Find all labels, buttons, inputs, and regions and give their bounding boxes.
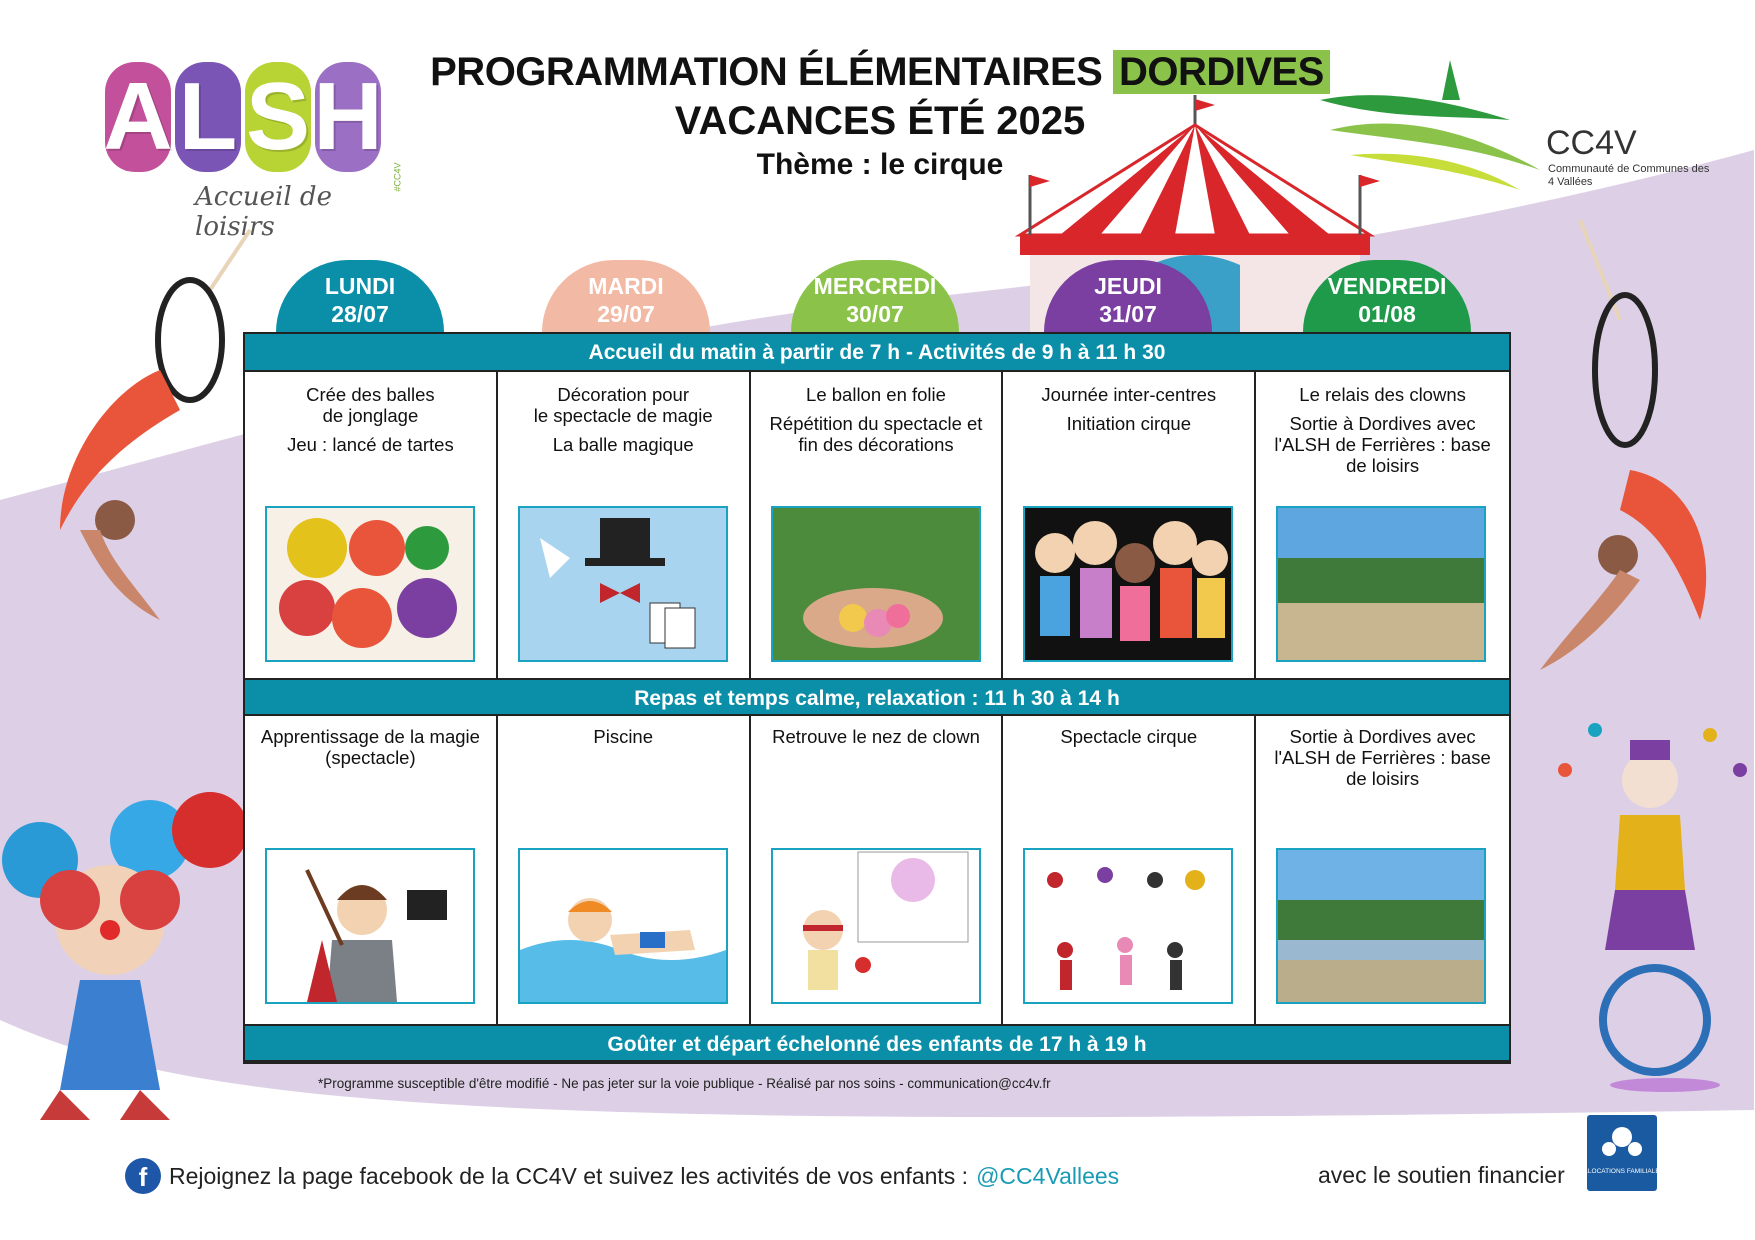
morning-cell-thursday <box>1003 372 1256 678</box>
day-name: JEUDI <box>1094 273 1162 299</box>
alsh-logo <box>103 62 405 242</box>
day-name: VENDREDI <box>1327 273 1447 299</box>
day-date: 29/07 <box>597 301 655 327</box>
activity-line-secondary: Répétition du spectacle et fin des décorations <box>769 413 983 455</box>
activity-line-secondary: Sortie à Dordives avec l'ALSH de Ferrières : base de loisirs <box>1274 413 1491 476</box>
day-date: 31/07 <box>1099 301 1157 327</box>
activity-line: Le relais des clowns <box>1299 384 1466 405</box>
activity-line: Retrouve le nez de clown <box>772 726 980 747</box>
morning-row <box>245 372 1509 678</box>
day-name: MERCREDI <box>813 273 937 299</box>
day-date: 28/07 <box>331 301 389 327</box>
cc4v-name: CC4V <box>1546 124 1637 162</box>
activity-line: Piscine <box>593 726 654 747</box>
alsh-letter-a: A <box>103 63 173 170</box>
circus-performers-image <box>1023 848 1233 1004</box>
day-date: 01/08 <box>1358 301 1416 327</box>
caf-emblem-icon <box>1579 1115 1665 1191</box>
activity-line: Journée inter-centres <box>1041 384 1217 405</box>
facebook-handle-link[interactable]: @CC4Vallees <box>976 1162 1120 1189</box>
evening-band: Goûter et départ échelonné des enfants de 17 h à 19 h <box>245 1024 1509 1062</box>
facebook-text: Rejoignez la page facebook de la CC4V et suivez les activités de vos enfants : <box>169 1162 969 1189</box>
afternoon-cell-thursday <box>1003 716 1256 1024</box>
afternoon-cell-wednesday <box>751 716 1004 1024</box>
alsh-tagline: Accueil de loisirs <box>195 182 332 242</box>
caf-label: ALLOCATIONS FAMILIALES <box>1579 1168 1665 1175</box>
schedule-table <box>243 332 1511 1064</box>
title-subtitle: VACANCES ÉTÉ 2025 <box>674 99 1086 143</box>
activity-line-secondary: Jeu : lancé de tartes <box>287 434 454 455</box>
lake-beach-image <box>1276 848 1486 1004</box>
unicycle-clown-icon <box>1545 720 1755 1100</box>
alsh-side-text: #CC4V <box>392 162 403 192</box>
facebook-icon[interactable]: f <box>125 1158 161 1194</box>
activity-line: Sortie à Dordives avec l'ALSH de Ferrières : base de loisirs <box>1274 726 1491 789</box>
activity-line-secondary: La balle magique <box>552 434 694 455</box>
clown-nose-game-image <box>771 848 981 1004</box>
disclaimer-note: *Programme susceptible d'être modifié - Ne pas jeter sur la voie publique - Réalisé par nos soins - communication@cc4v.fr <box>318 1076 1051 1091</box>
morning-cell-tuesday <box>498 372 751 678</box>
day-name: LUNDI <box>324 273 396 299</box>
morning-cell-monday <box>245 372 498 678</box>
alsh-letter-h: H <box>313 63 383 170</box>
activity-line: de jonglage <box>322 405 419 426</box>
title-highlight: DORDIVES <box>1113 50 1330 94</box>
aerialist-right-icon <box>1520 220 1750 680</box>
lake-beach-image <box>1276 506 1486 662</box>
day-date: 30/07 <box>846 301 904 327</box>
activity-line: le spectacle de magie <box>533 405 713 426</box>
activity-line: Apprentissage de la magie (spectacle) <box>260 726 480 768</box>
lunch-band: Repas et temps calme, relaxation : 11 h 30 à 14 h <box>245 678 1509 716</box>
children-group-image <box>1023 506 1233 662</box>
morning-cell-friday <box>1256 372 1509 678</box>
water-balloons-image <box>771 506 981 662</box>
activity-line: Crée des balles <box>306 384 435 405</box>
morning-band: Accueil du matin à partir de 7 h - Activités de 9 h à 11 h 30 <box>245 334 1509 372</box>
morning-cell-wednesday <box>751 372 1004 678</box>
alsh-letter-l: L <box>175 62 241 172</box>
swimming-kid-image <box>518 848 728 1004</box>
juggling-balls-image <box>265 506 475 662</box>
activity-line: Décoration pour <box>557 384 690 405</box>
day-name: MARDI <box>588 273 664 299</box>
facebook-footer <box>125 1158 1119 1194</box>
activity-line: Le ballon en folie <box>806 384 946 405</box>
activity-line: Spectacle cirque <box>1060 726 1198 747</box>
alsh-letter-s: S <box>245 63 311 170</box>
aerialist-left-icon <box>20 230 250 620</box>
afternoon-cell-monday <box>245 716 498 1024</box>
caf-logo <box>1579 1115 1665 1191</box>
clown-balloons-icon <box>0 790 250 1130</box>
support-text: avec le soutien financier <box>1318 1162 1565 1188</box>
young-magician-image <box>265 848 475 1004</box>
afternoon-cell-friday <box>1256 716 1509 1024</box>
cc4v-subtitle: Communauté de Communes des 4 Vallées <box>1548 163 1710 188</box>
afternoon-cell-tuesday <box>498 716 751 1024</box>
title-prefix: PROGRAMMATION ÉLÉMENTAIRES <box>430 50 1103 94</box>
afternoon-row <box>245 716 1509 1024</box>
magic-props-image <box>518 506 728 662</box>
activity-line-secondary: Initiation cirque <box>1066 413 1191 434</box>
title-theme: Thème : le cirque <box>756 148 1004 181</box>
